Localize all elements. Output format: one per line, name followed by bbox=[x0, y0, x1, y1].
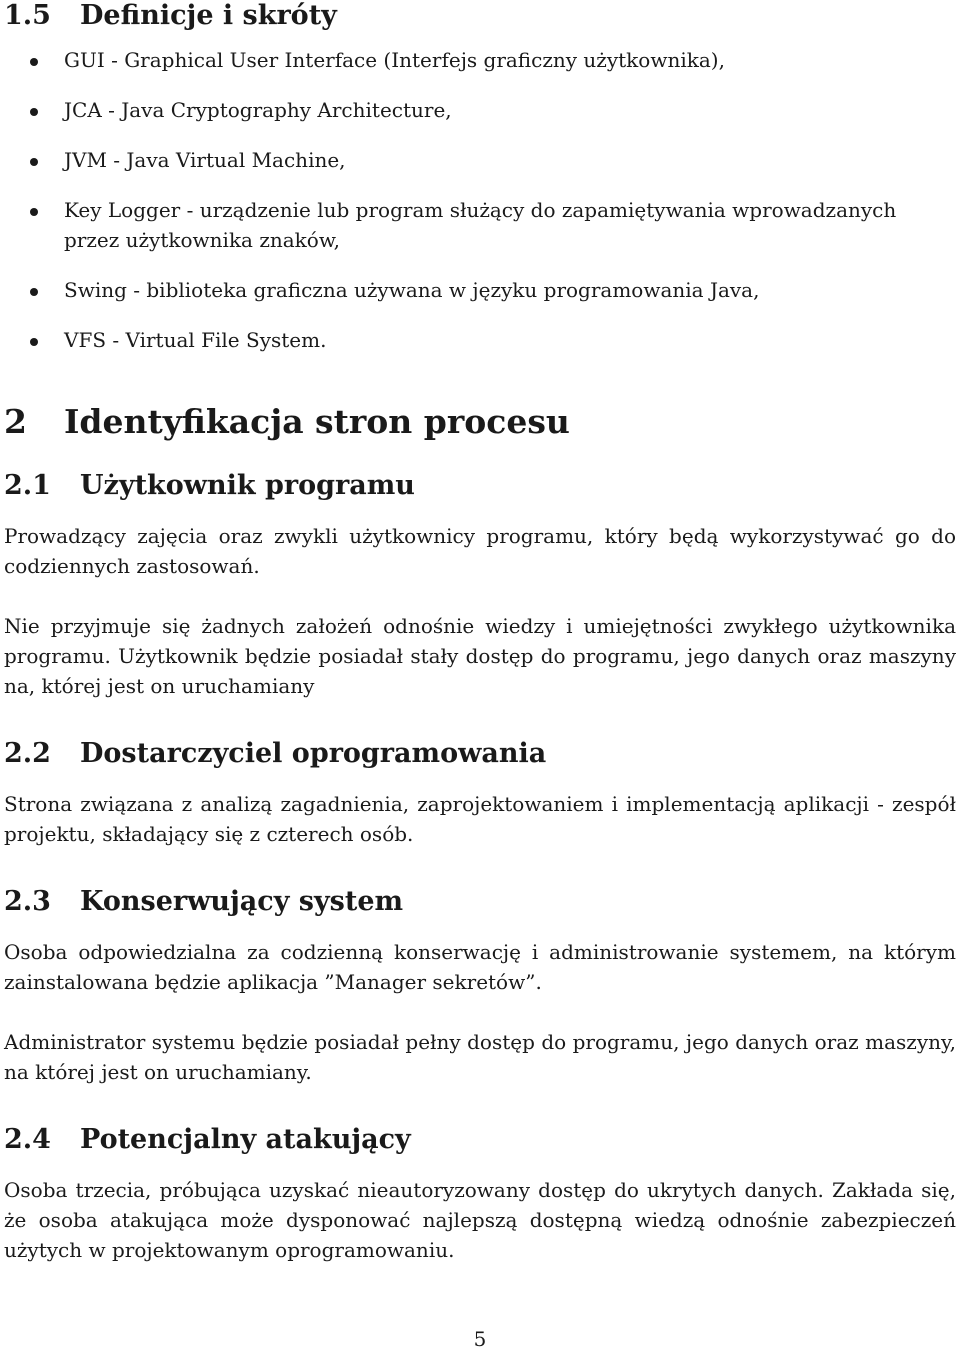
heading-number: 2.1 bbox=[4, 470, 51, 501]
heading-title: Definicje i skróty bbox=[80, 0, 337, 31]
bullet-icon bbox=[30, 158, 38, 166]
heading-title: Dostarczyciel oprogramowania bbox=[80, 738, 547, 769]
paragraph: Osoba odpowiedzialna za codzienną konserwację i administrowanie systemem, na którym zainstalowana będzie aplikacja ”Manager sekretów”. bbox=[4, 940, 956, 994]
page-number: 5 bbox=[473, 1327, 487, 1351]
list-item: Key Logger - urządzenie lub program służący do zapamiętywania wprowadzanych przez użytkownika znaków, bbox=[0, 195, 960, 255]
heading-number: 2 bbox=[4, 402, 27, 441]
heading-title: Potencjalny atakujący bbox=[80, 1124, 411, 1155]
heading-title: Identyfikacja stron procesu bbox=[64, 402, 570, 441]
definitions-list bbox=[0, 45, 960, 375]
heading-1-5 bbox=[4, 0, 337, 32]
heading-2-3 bbox=[4, 886, 403, 918]
heading-title: Konserwujący system bbox=[80, 886, 404, 917]
paragraph: Osoba trzecia, próbująca uzyskać nieautoryzowany dostęp do ukrytych danych. Zakłada się, że osoba atakująca może dysponować najlepszą dostępną wiedzą odnośnie zabezpieczeń użytych w projektowanym oprogramowaniu. bbox=[4, 1178, 956, 1262]
heading-2-4 bbox=[4, 1124, 411, 1156]
list-item: JCA - Java Cryptography Architecture, bbox=[0, 95, 960, 125]
bullet-icon bbox=[30, 288, 38, 296]
bullet-icon bbox=[30, 338, 38, 346]
paragraph: Strona związana z analizą zagadnienia, zaprojektowaniem i implementacją aplikacji - zespół projektu, składający się z czterech osób. bbox=[4, 792, 956, 846]
heading-title: Użytkownik programu bbox=[80, 470, 415, 501]
heading-number: 2.4 bbox=[4, 1124, 51, 1155]
heading-number: 1.5 bbox=[4, 0, 51, 31]
heading-number: 2.2 bbox=[4, 738, 51, 769]
heading-2 bbox=[4, 402, 570, 442]
paragraph: Administrator systemu będzie posiadał pełny dostęp do programu, jego danych oraz maszyny, na której jest on uruchamiany. bbox=[4, 1030, 956, 1084]
paragraph: Prowadzący zajęcia oraz zwykli użytkownicy programu, który będą wykorzystywać go do codziennych zastosowań. bbox=[4, 524, 956, 578]
heading-number: 2.3 bbox=[4, 886, 51, 917]
list-item: Swing - biblioteka graficzna używana w języku programowania Java, bbox=[0, 275, 960, 305]
list-item: VFS - Virtual File System. bbox=[0, 325, 960, 355]
bullet-icon bbox=[30, 58, 38, 66]
list-item: JVM - Java Virtual Machine, bbox=[0, 145, 960, 175]
heading-2-1 bbox=[4, 470, 415, 502]
heading-2-2 bbox=[4, 738, 546, 770]
bullet-icon bbox=[30, 108, 38, 116]
bullet-icon bbox=[30, 208, 38, 216]
paragraph: Nie przyjmuje się żadnych założeń odnośnie wiedzy i umiejętności zwykłego użytkownika programu. Użytkownik będzie posiadał stały dostęp do programu, jego danych oraz maszyny na, której jest on uruchamiany bbox=[4, 614, 956, 698]
list-item: GUI - Graphical User Interface (Interfejs graficzny użytkownika), bbox=[0, 45, 960, 75]
